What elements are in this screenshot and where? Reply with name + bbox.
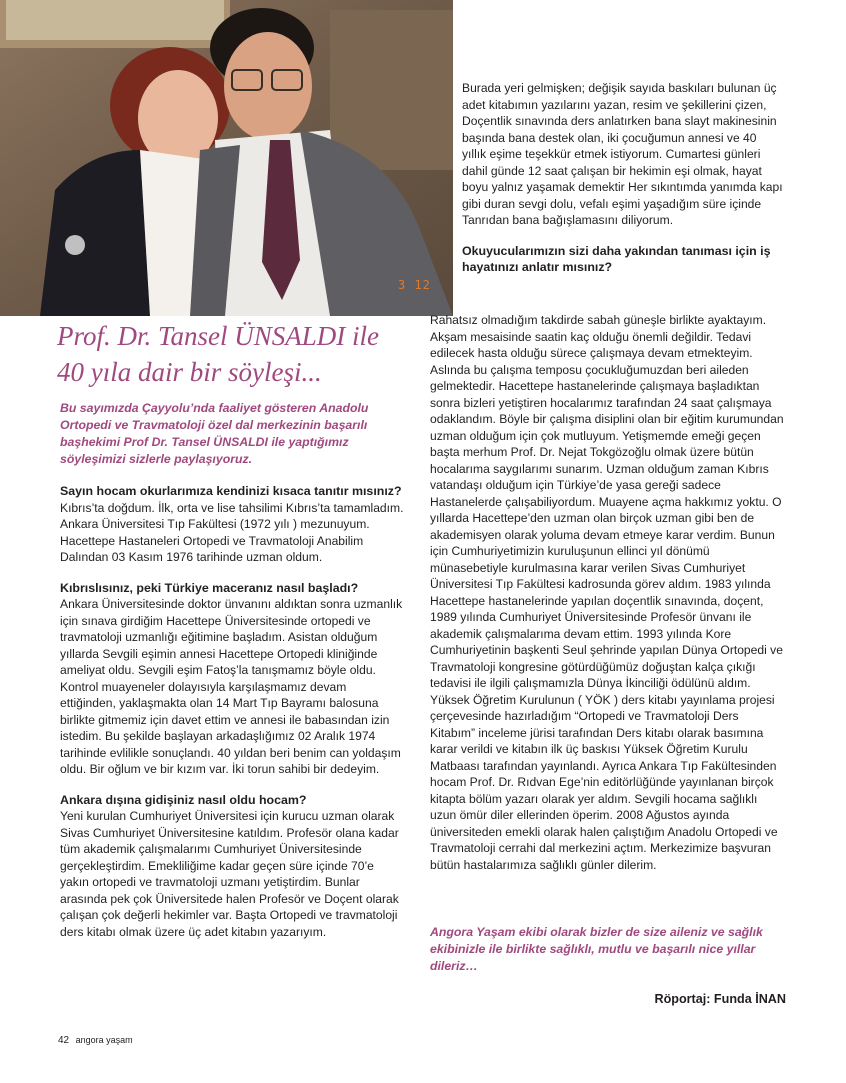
magazine-name: angora yaşam xyxy=(75,1035,133,1045)
answer: Kıbrıs’ta doğdum. İlk, orta ve lise tahsilimi Kıbrıs’ta tamamladım. Ankara Üniversitesi Tıp Fakültesi (1972 yılı ) mezunuyum. Hacettepe Hastaneleri Ortopedi ve Travmatoloji Anabilim Dalından 03 Kasım 1976 tarihinde uzman oldum. xyxy=(60,500,404,564)
right-column-answer xyxy=(430,312,784,873)
photo-date-stamp: 3 12 xyxy=(398,278,431,292)
page-footer xyxy=(58,1035,133,1046)
answer: Rahatsız olmadığım takdirde sabah güneşle birlikte ayaktayım. Akşam mesaisinde saatin kaç olduğu önemli değildir. Tedavi edilecek hasta olduğu sürece çalışmaya devam etmekteyim. Aslında bu çalışma temposu çocukluğumuzdan beri aileden gelmektedir. Hacettepe hastanelerinde çalışmaya başladıktan sonra bizleri yetiştiren hocalarımız tarafından 24 saat çalışmaya odaklandım. Böyle bir çalışma disiplini olan bir eğitim kurumundan uzman olduğum için çok mutluyum. Yetişmemde emeği geçen başta merhum Prof. Dr. Nejat Tokgözoğlu olmak üzere bütün hocalarıma saygılarımı sunarım. Uzman olduğum zaman Kıbrıs vatandaşı olduğum için Türkiye’de yasa gereği sadece Hastanelerde çalışabiliyordum. Muayene açma hakkımız yoktu. O yıllarda Hacettepe’den uzman olan birçok uzman gibi ben de akademisyen olarak yoluma devam etmeye karar verdim. Bunun için Cumhuriyetimizin kuruluşunun ellinci yıl dönümü münasebetiyle kurulmasına karar verilen Sivas Cumhuriyet Üniversitesi Tıp Fakültesi kadrosunda görev aldım. 1983 yılında Hacettepe hastanelerinde yapılan doçentlik sınavında, doçent, 1989 yılında Cumhuriyet Üniversitesinde Profesör ünvanı ile akademik çalışmalarıma devam ettim. 1993 yılında Kore Cumhuriyetinin başkenti Seul şehrinde yapılan Dünya Ortopedi ve Travmatoloji kongresine götürdüğümüz doğuştan kalça çıkığı tedavisi ile ilgili çalışmamızla Dünya İkinciliği ödülünü aldım. Yüksek Öğretim Kurulunun ( YÖK ) ders kitabı yayınlama projesi çerçevesinde hazırladığım “Ortopedi ve Travmatoloji Ders Kitabım” inceleme jürisi tarafından Ders kitabı olarak basımına karar verildi ve kitabın ilk üç baskısı Yüksek Öğretim Kurulu Matbaası tarafından yayınlandı. Ayrıca Ankara Tıp Fakültesinden hocam Prof. Dr. Rıdvan Ege’nin editörlüğünde yayınlanan birçok kitapta bölüm yazarı olarak yer aldım. Sevgili hocama sağlıklı uzun ömür diler ellerinden öperim. 2008 Ağustos ayında üniversiteden emekli olarak halen çalıştığım Anadolu Ortopedi ve Travmatoloji cerrahi dal merkezini açtım. Merkezimize başvuran bütün hastalarımıza sağlıklı günler dilerim. xyxy=(430,313,784,872)
qa-block-1 xyxy=(60,483,405,566)
byline: Röportaj: Funda İNAN xyxy=(654,992,786,1006)
question: Ankara dışına gidişiniz nasıl oldu hocam? xyxy=(60,792,307,807)
right-column-intro xyxy=(462,80,784,276)
interview-photo xyxy=(0,0,453,316)
left-column xyxy=(60,483,405,954)
article-lead: Bu sayımızda Çayyolu’nda faaliyet gösteren Anadolu Ortopedi ve Travmatoloji özel dal merkezinin başarılı başhekimi Prof Dr. Tansel ÜNSALDI ile yaptığımız söyleşimizi sizlerle paylaşıyoruz. xyxy=(60,401,369,466)
qa-block-2 xyxy=(60,580,405,778)
intro-paragraph: Burada yeri gelmişken; değişik sayıda baskıları bulunan üç adet kitabımın yazılarını yazan, resim ve şekillerini çizen, Doçentlik sınavında ders anlatırken bana slayt makinesinin başında bana destek olan, iki çocuğumun annesi ve 40 yıllık eşime teşekkür etmek istiyorum. Cumartesi günleri dahil günde 12 saat çalışan bir hekimin eşi olmak, hayat boyu yalnız yaşamak demektir Her sıkıntımda yanımda kapı gibi duran sevgi dolu, vefalı eşimi yaşadığım süre içinde Tanrıdan bana bağışlamasını diliyorum. xyxy=(462,81,783,227)
photo-illustration xyxy=(0,0,453,316)
question: Sayın hocam okurlarımıza kendinizi kısaca tanıtır mısınız? xyxy=(60,484,402,498)
title-line-1: Prof. Dr. Tansel ÜNSALDI ile xyxy=(57,321,380,351)
page-number: 42 xyxy=(58,1035,70,1046)
question: Okuyucularımızın sizi daha yakından tanıması için iş hayatınızı anlatır mısınız? xyxy=(462,243,771,274)
article-title xyxy=(57,318,437,390)
answer: Yeni kurulan Cumhuriyet Üniversitesi için kurucu uzman olarak Sivas Cumhuriyet Üniversitesine katıldım. Profesör olana kadar tüm akademik çalışmalarımı Cumhuriyet Üniversitesinde gerçekleştirdim. Emekliliğime kadar geçen süre içinde 70’e yakın ortopedi ve travmatoloji uzmanı yetiştirdim. Bunlar arasında pek çok Üniversitede halen Profesör ve Doçent olarak çalışan çok değerli hekimler var. Başta Ortopedi ve travmatoloji ders kitabı olmak üzere üç adet kitabın yazarıyım. xyxy=(60,809,399,939)
qa-block-3 xyxy=(60,792,405,941)
answer: Ankara Üniversitesinde doktor ünvanını aldıktan sonra uzmanlık için sınava girdiğim Hacettepe Üniversitesinde ortopedi ve travmatoloji uzmanlığı eğitimine başladım. Asistan olduğum yıllarda Sevgili eşimin annesi Hacettepe Ortopedi kliniğinde ameliyat oldu. Sevgili eşim Fatoş’la tanışmamız böyle oldu. Kontrol muayeneler dolayısıyla karşılaşmamız devam ettiğinden, yaklaşmakta olan 14 Mart Tıp Bayramı balosuna birlikte gitmemiz için davet ettim ve annesi ile babasından izin istedim. Bu şekilde başlayan arkadaşlığımız 02 Aralık 1974 tarihinde evlilikle sonuçlandı. 40 yıldan beri benim can yoldaşım oldu. Bir oğlum ve bir kızım var. İki torun sahibi bir dedeyim. xyxy=(60,597,403,776)
closing-wishes: Angora Yaşam ekibi olarak bizler de size aileniz ve sağlık ekibinizle ile birlikte sağlıklı, mutlu ve başarılı nice yıllar dileriz… xyxy=(430,925,763,973)
question: Kıbrıslısınız, peki Türkiye maceranız nasıl başladı? xyxy=(60,580,359,595)
title-line-2: 40 yıla dair bir söyleşi... xyxy=(57,357,322,387)
